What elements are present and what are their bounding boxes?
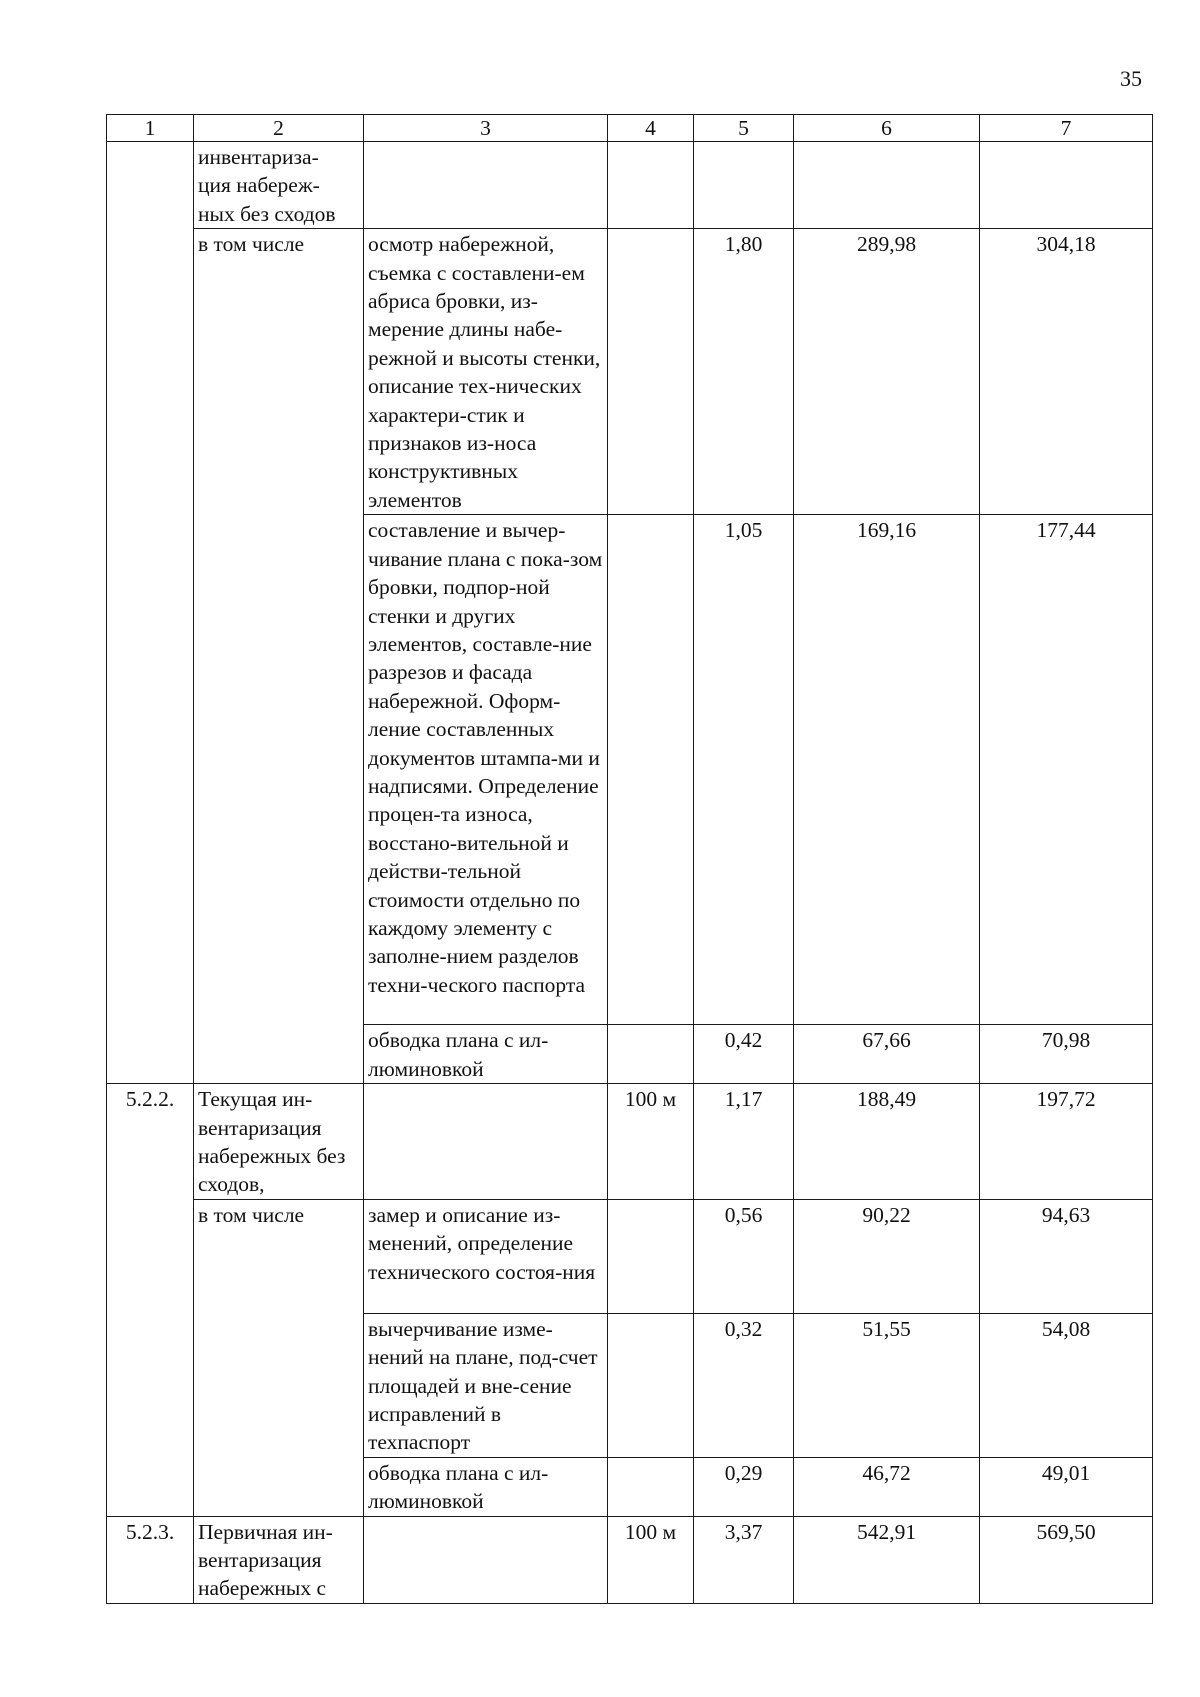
value-cell-5: 0,32 — [694, 1313, 794, 1457]
unit-cell — [608, 1199, 694, 1313]
name-cell: в том числе — [194, 229, 364, 515]
unit-cell — [608, 142, 694, 229]
value-cell-5: 0,56 — [694, 1199, 794, 1313]
desc-cell: обводка плана с ил-люминовкой — [364, 1025, 608, 1084]
value-cell-7: 569,50 — [980, 1516, 1153, 1603]
header-cell: 6 — [794, 115, 980, 142]
name-cell: в том числе — [194, 1199, 364, 1313]
value-cell-6: 46,72 — [794, 1457, 980, 1516]
name-cell — [194, 515, 364, 1025]
value-cell-7: 70,98 — [980, 1025, 1153, 1084]
value-cell-6: 51,55 — [794, 1313, 980, 1457]
unit-cell — [608, 1313, 694, 1457]
value-cell-5: 0,29 — [694, 1457, 794, 1516]
unit-cell — [608, 1457, 694, 1516]
value-cell-5: 0,42 — [694, 1025, 794, 1084]
value-cell-6: 188,49 — [794, 1084, 980, 1200]
table-row — [107, 1313, 1153, 1457]
unit-cell: 100 м — [608, 1516, 694, 1603]
code-cell — [107, 1025, 194, 1084]
value-cell-6 — [794, 142, 980, 229]
table-row — [107, 1516, 1153, 1603]
value-cell-7: 177,44 — [980, 515, 1153, 1025]
value-cell-5: 3,37 — [694, 1516, 794, 1603]
code-cell — [107, 1457, 194, 1516]
unit-cell: 100 м — [608, 1084, 694, 1200]
header-cell: 1 — [107, 115, 194, 142]
unit-cell — [608, 229, 694, 515]
value-cell-7: 94,63 — [980, 1199, 1153, 1313]
name-cell: Первичная ин-вентаризация набережных с — [194, 1516, 364, 1603]
desc-cell — [364, 1084, 608, 1200]
header-cell: 2 — [194, 115, 364, 142]
value-cell-6: 169,16 — [794, 515, 980, 1025]
table-row — [107, 1025, 1153, 1084]
desc-cell: составление и вычер-чивание плана с пока-зом бровки, подпор-ной стенки и других элементов, составле-ние разрезов и фасада набережной. Оформ-ление составленных документов штампа-ми и надписями. Определение процен-та износа, восстано-вительной и действи-тельной стоимости отдельно по каждому элементу с заполне-нием разделов техни-ческого паспорта — [364, 515, 608, 1025]
value-cell-7: 304,18 — [980, 229, 1153, 515]
table-row — [107, 1457, 1153, 1516]
header-cell: 7 — [980, 115, 1153, 142]
desc-cell: замер и описание из-менений, определение технического состоя-ния — [364, 1199, 608, 1313]
value-cell-7: 49,01 — [980, 1457, 1153, 1516]
value-cell-5: 1,17 — [694, 1084, 794, 1200]
name-cell: инвентариза- ция набереж- ных без сходов — [194, 142, 364, 229]
desc-cell: осмотр набережной, съемка с составлени-ем абриса бровки, из-мерение длины набе-режной и высоты стенки, описание тех-нических характери-стик и признаков из-носа конструктивных элементов — [364, 229, 608, 515]
table-row — [107, 1199, 1153, 1313]
rates-table — [106, 114, 1153, 1604]
value-cell-5: 1,80 — [694, 229, 794, 515]
value-cell-5 — [694, 142, 794, 229]
code-cell — [107, 229, 194, 515]
table-row — [107, 1084, 1153, 1200]
code-cell — [107, 515, 194, 1025]
code-cell: 5.2.2. — [107, 1084, 194, 1200]
page-number: 35 — [1120, 66, 1142, 91]
unit-cell — [608, 1025, 694, 1084]
value-cell-6: 67,66 — [794, 1025, 980, 1084]
name-cell — [194, 1457, 364, 1516]
code-cell — [107, 142, 194, 229]
value-cell-7 — [980, 142, 1153, 229]
desc-cell — [364, 1516, 608, 1603]
desc-cell: вычерчивание изме-нений на плане, под-счет площадей и вне-сение исправлений в техпаспорт — [364, 1313, 608, 1457]
table-row — [107, 229, 1153, 515]
value-cell-7: 54,08 — [980, 1313, 1153, 1457]
name-cell — [194, 1025, 364, 1084]
unit-cell — [608, 515, 694, 1025]
value-cell-6: 542,91 — [794, 1516, 980, 1603]
name-cell: Текущая ин-вентаризация набережных без сходов, — [194, 1084, 364, 1200]
code-cell — [107, 1199, 194, 1313]
desc-cell — [364, 142, 608, 229]
value-cell-6: 289,98 — [794, 229, 980, 515]
header-cell: 5 — [694, 115, 794, 142]
name-cell — [194, 1313, 364, 1457]
header-cell: 3 — [364, 115, 608, 142]
code-cell — [107, 1313, 194, 1457]
value-cell-6: 90,22 — [794, 1199, 980, 1313]
value-cell-5: 1,05 — [694, 515, 794, 1025]
code-cell: 5.2.3. — [107, 1516, 194, 1603]
value-cell-7: 197,72 — [980, 1084, 1153, 1200]
desc-cell: обводка плана с ил-люминовкой — [364, 1457, 608, 1516]
table-header-row — [107, 115, 1153, 142]
table-row — [107, 515, 1153, 1025]
table-row — [107, 142, 1153, 229]
header-cell: 4 — [608, 115, 694, 142]
